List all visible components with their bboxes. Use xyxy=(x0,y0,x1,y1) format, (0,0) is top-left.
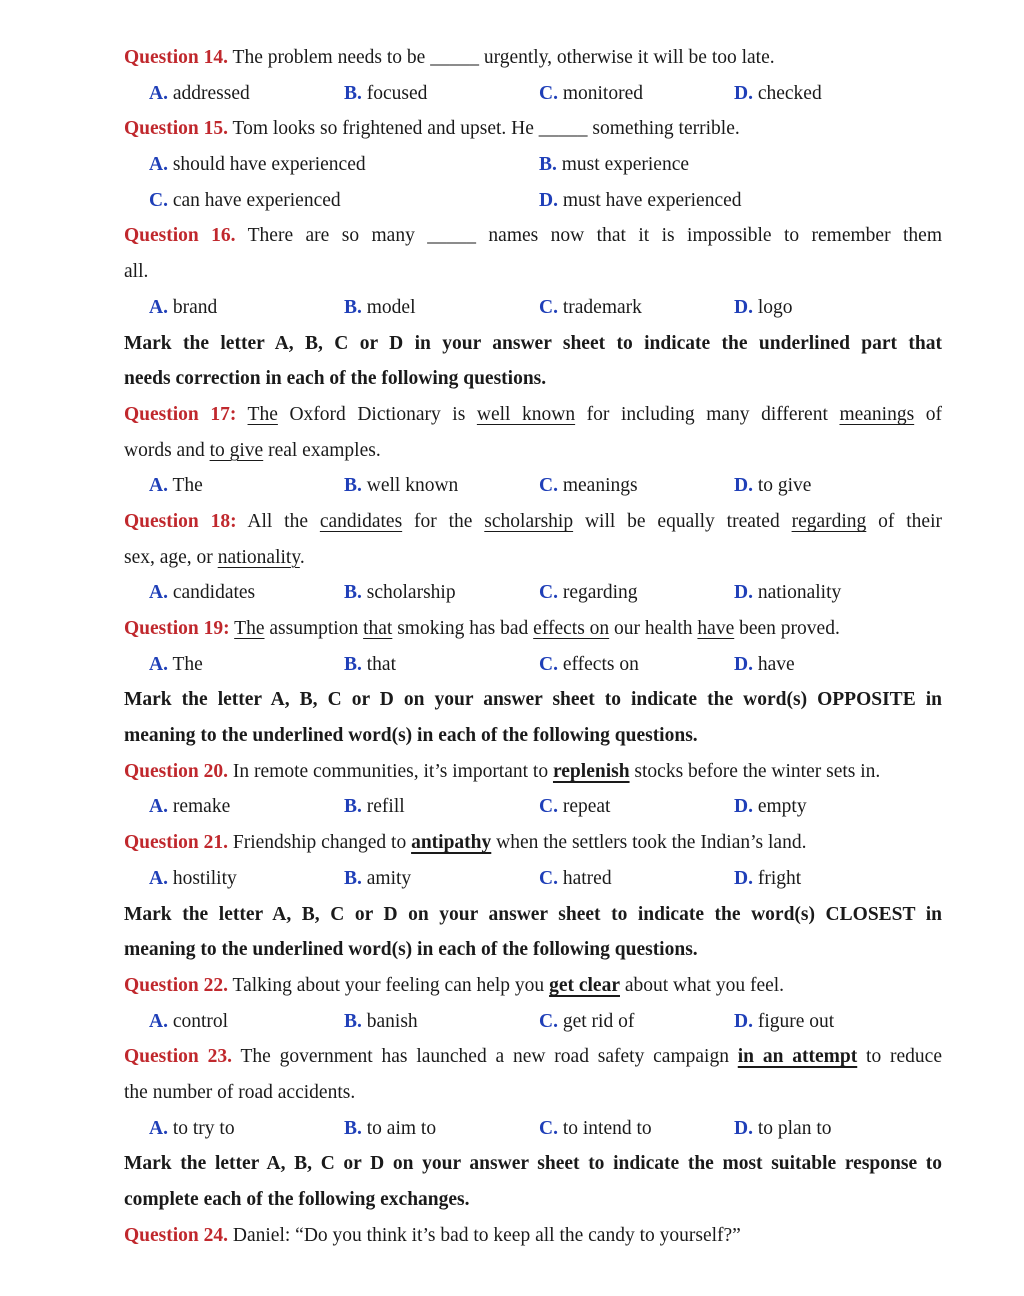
option-letter: D. xyxy=(734,1010,753,1032)
option-text: must experience xyxy=(561,154,690,176)
option-letter: D. xyxy=(734,1117,753,1139)
question-line xyxy=(124,540,942,576)
answer-option[interactable] xyxy=(539,789,610,825)
underlined-text: scholarship xyxy=(484,510,574,532)
option-letter: A. xyxy=(149,82,168,104)
answer-option[interactable] xyxy=(344,468,458,504)
underlined-text: that xyxy=(363,618,393,639)
question-text: . xyxy=(299,546,305,568)
option-text: amity xyxy=(366,867,412,889)
question-line xyxy=(124,1039,942,1075)
option-text: should have experienced xyxy=(172,154,366,176)
question-line xyxy=(124,40,942,76)
question-line xyxy=(124,218,942,254)
options-row xyxy=(124,76,942,112)
answer-option[interactable] xyxy=(539,861,612,897)
option-letter: B. xyxy=(344,1117,362,1139)
question-line xyxy=(124,111,942,147)
question-text: Talking about your feeling can help you xyxy=(232,974,550,996)
option-letter: D. xyxy=(734,796,753,818)
option-text: to try to xyxy=(172,1117,235,1139)
answer-option[interactable] xyxy=(734,290,793,326)
question-line xyxy=(124,433,942,469)
option-letter: C. xyxy=(539,296,558,318)
option-text: trademark xyxy=(562,296,642,318)
option-letter: B. xyxy=(344,796,362,818)
option-letter: D. xyxy=(734,867,753,889)
option-letter: A. xyxy=(149,1010,168,1032)
question-line xyxy=(124,1218,942,1254)
answer-option[interactable] xyxy=(344,290,416,326)
option-text: candidates xyxy=(172,582,256,604)
instruction-line: Mark the letter A, B, C or D on your answer sheet to indicate the word(s) CLOSEST in xyxy=(124,903,942,925)
option-text: brand xyxy=(172,296,218,318)
option-letter: D. xyxy=(734,653,753,675)
options-row xyxy=(124,1111,942,1147)
option-text: must have experienced xyxy=(562,189,742,211)
question-number: Question 22. xyxy=(124,974,229,996)
question-line xyxy=(124,254,942,290)
answer-option[interactable] xyxy=(149,147,366,183)
option-text: focused xyxy=(366,82,428,104)
question-line xyxy=(124,754,942,790)
question-line xyxy=(124,1075,942,1111)
option-letter: B. xyxy=(344,1010,362,1032)
answer-option[interactable] xyxy=(734,861,801,897)
underlined-text: nationality xyxy=(217,546,300,568)
option-letter: A. xyxy=(149,867,168,889)
instruction-line: meaning to the underlined word(s) in each of the following questions. xyxy=(124,725,698,747)
answer-option[interactable] xyxy=(539,1111,652,1147)
underlined-text: replenish xyxy=(552,760,630,782)
question-text: been proved. xyxy=(734,618,840,639)
question-text: words and xyxy=(124,439,210,461)
question-text: Oxford Dictionary is xyxy=(277,403,477,425)
question-text: of their xyxy=(866,510,942,532)
option-text: hatred xyxy=(562,867,612,889)
option-letter: C. xyxy=(539,582,558,604)
option-letter: C. xyxy=(539,867,558,889)
question-number: Question 21. xyxy=(124,832,229,854)
option-text: scholarship xyxy=(366,582,456,604)
underlined-text: The xyxy=(234,618,265,639)
question-number: Question 24. xyxy=(124,1224,229,1246)
options-row xyxy=(124,1004,942,1040)
option-text: banish xyxy=(366,1010,418,1032)
question-text: real examples. xyxy=(263,439,381,461)
instruction-line: needs correction in each of the following questions. xyxy=(124,368,547,390)
worksheet-page xyxy=(124,40,942,1253)
answer-option[interactable] xyxy=(344,789,405,825)
option-text: get rid of xyxy=(562,1010,635,1032)
options-row xyxy=(124,647,942,683)
question-text: the number of road accidents. xyxy=(124,1081,356,1103)
option-text: hostility xyxy=(172,867,237,889)
answer-option[interactable] xyxy=(344,647,396,683)
question-line xyxy=(124,611,942,647)
options-row xyxy=(124,468,942,504)
answer-option[interactable] xyxy=(539,147,689,183)
instruction-line: complete each of the following exchanges. xyxy=(124,1189,470,1210)
question-line xyxy=(124,397,942,433)
option-letter: A. xyxy=(149,1117,168,1139)
underlined-text: to give xyxy=(209,439,264,461)
option-letter: C. xyxy=(539,82,558,104)
option-text: nationality xyxy=(757,582,842,604)
question-text: sex, age, or xyxy=(124,546,218,568)
question-text: when the settlers took the Indian’s land. xyxy=(491,832,807,854)
question-number: Question 18: xyxy=(124,510,237,532)
options-row xyxy=(124,861,942,897)
option-text: to give xyxy=(757,475,812,497)
option-letter: A. xyxy=(149,796,168,818)
option-text: empty xyxy=(757,796,807,818)
option-text: refill xyxy=(366,796,405,818)
option-text: can have experienced xyxy=(172,189,341,211)
option-letter: A. xyxy=(149,154,168,176)
option-text: addressed xyxy=(172,82,250,104)
underlined-text: well known xyxy=(476,403,576,425)
option-letter: B. xyxy=(344,475,362,497)
question-text: about what you feel. xyxy=(619,974,785,996)
question-text: stocks before the winter sets in. xyxy=(629,760,881,782)
option-letter: B. xyxy=(344,653,362,675)
question-text: The government has launched a new road safety campaign xyxy=(240,1046,738,1068)
options-row xyxy=(124,575,942,611)
option-letter: D. xyxy=(734,82,753,104)
question-number: Question 20. xyxy=(124,760,229,782)
question-number: Question 14. xyxy=(124,47,229,68)
question-number: Question 19: xyxy=(124,618,230,639)
option-text: to plan to xyxy=(757,1117,832,1139)
option-text: monitored xyxy=(562,82,643,104)
answer-option[interactable] xyxy=(149,76,250,112)
option-text: to aim to xyxy=(366,1117,437,1139)
question-text: all. xyxy=(124,261,149,283)
question-text: assumption xyxy=(264,618,364,639)
answer-option[interactable] xyxy=(344,861,411,897)
answer-option[interactable] xyxy=(149,468,203,504)
question-text: of xyxy=(914,403,942,425)
option-letter: D. xyxy=(539,189,558,211)
answer-option[interactable] xyxy=(344,1111,436,1147)
answer-option[interactable] xyxy=(734,76,822,112)
answer-option[interactable] xyxy=(539,468,638,504)
option-letter: B. xyxy=(344,582,362,604)
answer-option[interactable] xyxy=(539,183,742,219)
question-line xyxy=(124,825,942,861)
options-row xyxy=(124,290,942,326)
question-number: Question 15. xyxy=(124,118,229,140)
question-text: Tom looks so frightened and upset. He _____ something terrible. xyxy=(232,118,740,140)
answer-option[interactable] xyxy=(539,647,639,683)
question-line xyxy=(124,504,942,540)
answer-option[interactable] xyxy=(734,647,795,683)
option-letter: A. xyxy=(149,582,168,604)
options-row xyxy=(124,183,942,219)
underlined-text: effects on xyxy=(533,618,610,639)
answer-option[interactable] xyxy=(734,789,807,825)
option-letter: C. xyxy=(539,1010,558,1032)
option-letter: C. xyxy=(539,796,558,818)
answer-option[interactable] xyxy=(149,647,203,683)
option-letter: B. xyxy=(344,296,362,318)
option-text: regarding xyxy=(562,582,638,604)
underlined-text: The xyxy=(247,403,278,425)
underlined-text: meanings xyxy=(839,403,915,425)
option-letter: B. xyxy=(344,867,362,889)
option-text: that xyxy=(366,653,397,675)
options-row xyxy=(124,147,942,183)
underlined-text: have xyxy=(697,618,735,639)
answer-option[interactable] xyxy=(149,1004,228,1040)
option-letter: A. xyxy=(149,475,168,497)
question-text: for the xyxy=(402,510,485,532)
option-text: logo xyxy=(757,296,793,318)
question-text: to reduce xyxy=(857,1046,942,1068)
question-number: Question 17: xyxy=(124,403,237,425)
question-text: for including many different xyxy=(575,403,840,425)
underlined-text: regarding xyxy=(791,510,867,532)
question-text: smoking has bad xyxy=(392,618,534,639)
options-row xyxy=(124,789,942,825)
option-text: The xyxy=(172,653,203,675)
answer-option[interactable] xyxy=(734,1004,834,1040)
question-line xyxy=(124,968,942,1004)
option-text: The xyxy=(172,475,203,497)
option-text: model xyxy=(366,296,416,318)
option-text: effects on xyxy=(562,653,639,675)
answer-option[interactable] xyxy=(344,1004,418,1040)
answer-option[interactable] xyxy=(149,183,341,219)
option-letter: C. xyxy=(539,1117,558,1139)
option-text: control xyxy=(172,1010,229,1032)
underlined-text: in an attempt xyxy=(737,1046,858,1068)
option-letter: B. xyxy=(344,82,362,104)
answer-option[interactable] xyxy=(734,468,811,504)
question-text: will be equally treated xyxy=(573,510,792,532)
answer-option[interactable] xyxy=(344,575,456,611)
answer-option[interactable] xyxy=(539,76,643,112)
instruction-line: Mark the letter A, B, C or D on your answer sheet to indicate the most suitable response to xyxy=(124,1153,942,1175)
question-text: Friendship changed to xyxy=(232,832,412,854)
option-text: have xyxy=(757,653,795,675)
option-text: checked xyxy=(757,82,822,104)
instruction-line: Mark the letter A, B, C or D on your answer sheet to indicate the word(s) OPPOSITE in xyxy=(124,689,942,711)
question-text: In remote communities, it’s important to xyxy=(232,760,553,782)
underlined-text: antipathy xyxy=(411,832,492,854)
option-text: remake xyxy=(172,796,231,818)
option-text: meanings xyxy=(562,475,638,497)
option-letter: A. xyxy=(149,296,168,318)
question-text: There are so many _____ names now that it is impossible to remember them xyxy=(247,225,942,247)
answer-option[interactable] xyxy=(734,1111,832,1147)
option-letter: C. xyxy=(149,189,168,211)
answer-option[interactable] xyxy=(539,575,638,611)
underlined-text: get clear xyxy=(549,974,620,996)
answer-option[interactable] xyxy=(539,1004,634,1040)
option-letter: C. xyxy=(539,653,558,675)
question-text: All the xyxy=(247,510,320,532)
option-letter: C. xyxy=(539,475,558,497)
instruction-line: Mark the letter A, B, C or D in your answer sheet to indicate the underlined part that xyxy=(124,332,942,354)
question-number: Question 23. xyxy=(124,1046,232,1068)
option-text: to intend to xyxy=(562,1117,652,1139)
question-text: Daniel: “Do you think it’s bad to keep all the candy to yourself?” xyxy=(232,1224,741,1246)
option-text: repeat xyxy=(562,796,611,818)
answer-option[interactable] xyxy=(149,575,255,611)
option-letter: A. xyxy=(149,653,168,675)
option-text: fright xyxy=(757,867,802,889)
question-text: The problem needs to be _____ urgently, otherwise it will be too late. xyxy=(232,47,775,68)
question-text: our health xyxy=(609,618,698,639)
answer-option[interactable] xyxy=(539,290,642,326)
option-letter: D. xyxy=(734,475,753,497)
option-text: figure out xyxy=(757,1010,835,1032)
answer-option[interactable] xyxy=(344,76,427,112)
answer-option[interactable] xyxy=(734,575,841,611)
option-letter: D. xyxy=(734,582,753,604)
instruction-line: meaning to the underlined word(s) in each of the following questions. xyxy=(124,939,698,961)
option-letter: D. xyxy=(734,296,753,318)
answer-option[interactable] xyxy=(149,861,237,897)
option-text: well known xyxy=(366,475,459,497)
underlined-text: candidates xyxy=(319,510,403,532)
answer-option[interactable] xyxy=(149,789,230,825)
answer-option[interactable] xyxy=(149,290,217,326)
answer-option[interactable] xyxy=(149,1111,235,1147)
option-letter: B. xyxy=(539,154,557,176)
question-number: Question 16. xyxy=(124,225,236,247)
